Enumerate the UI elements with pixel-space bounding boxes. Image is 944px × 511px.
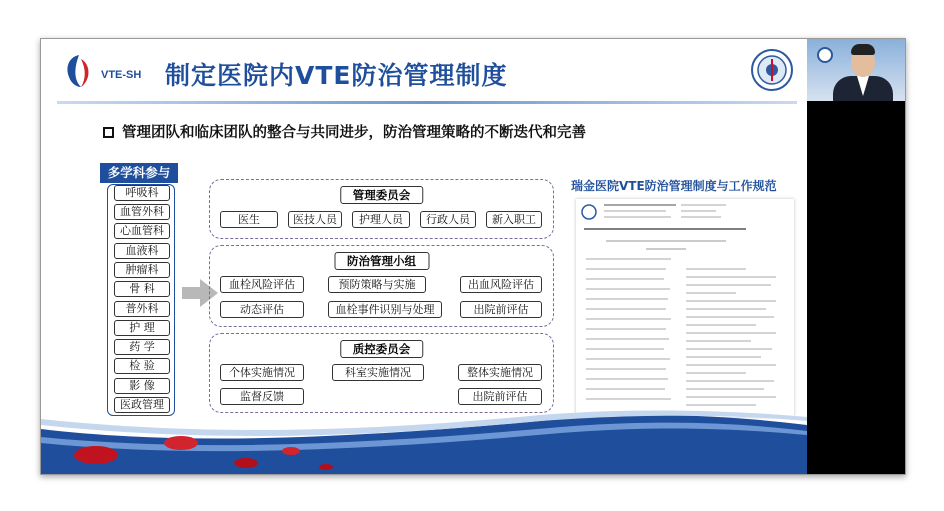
square-bullet-icon <box>103 127 114 138</box>
committee-item: 个体实施情况 <box>220 364 304 381</box>
decorative-wave-banner <box>41 407 807 475</box>
dept-item: 药 学 <box>114 339 170 355</box>
logo-text: VTE-SH <box>101 69 142 81</box>
committee-title: 质控委员会 <box>340 340 424 358</box>
background-logo-icon <box>817 47 833 63</box>
committee-title: 防治管理小组 <box>334 252 429 270</box>
slide-title: 制定医院内VTE防治管理制度 <box>165 61 508 90</box>
committee-item: 科室实施情况 <box>332 364 424 381</box>
committee-item: 护理人员 <box>352 211 410 228</box>
dept-item: 检 验 <box>114 358 170 374</box>
document-thumbnail <box>576 199 794 417</box>
document-title: 瑞金医院VTE防治管理制度与工作规范 <box>571 179 777 193</box>
committee-title: 管理委员会 <box>340 186 424 204</box>
hospital-emblem-icon <box>751 49 793 91</box>
committee-item: 医技人员 <box>288 211 342 228</box>
committee-item: 预防策略与实施 <box>328 276 426 293</box>
departments-panel <box>107 184 175 416</box>
quality-committee-panel <box>209 333 554 413</box>
presentation-slide <box>41 39 807 475</box>
committee-item: 监督反馈 <box>220 388 304 405</box>
document-page-image <box>576 199 794 417</box>
slide-subtitle <box>103 121 586 142</box>
committee-item: 出院前评估 <box>458 388 542 405</box>
dept-item: 血管外科 <box>114 204 170 220</box>
committee-item: 血栓事件识别与处理 <box>328 301 442 318</box>
speaker-video-thumbnail[interactable] <box>807 39 906 101</box>
committee-item: 整体实施情况 <box>458 364 542 381</box>
departments-header: 多学科参与 <box>100 163 178 183</box>
vte-logo-icon <box>61 53 95 89</box>
dept-item: 骨 科 <box>114 281 170 297</box>
dept-item: 普外科 <box>114 301 170 317</box>
dept-item: 医政管理 <box>114 397 170 413</box>
committee-item: 医生 <box>220 211 278 228</box>
prevention-team-panel <box>209 245 554 327</box>
screen-share-window <box>40 38 906 475</box>
dept-item: 肿瘤科 <box>114 262 170 278</box>
committee-item: 动态评估 <box>220 301 304 318</box>
dept-item: 护 理 <box>114 320 170 336</box>
committee-item: 出血风险评估 <box>460 276 542 293</box>
committee-item: 出院前评估 <box>460 301 542 318</box>
dept-item: 心血管科 <box>114 223 170 239</box>
dept-item: 影 像 <box>114 378 170 394</box>
speaker-hair <box>851 44 875 55</box>
subtitle-text: 管理团队和临床团队的整合与共同进步，防治管理策略的不断迭代和完善 <box>122 125 586 141</box>
video-panel <box>807 39 906 475</box>
management-committee-panel <box>209 179 554 239</box>
dept-item: 血液科 <box>114 243 170 259</box>
committee-item: 行政人员 <box>420 211 476 228</box>
committee-item: 血栓风险评估 <box>220 276 304 293</box>
committee-item: 新入职工 <box>486 211 542 228</box>
title-divider <box>57 101 797 104</box>
dept-item: 呼吸科 <box>114 185 170 201</box>
